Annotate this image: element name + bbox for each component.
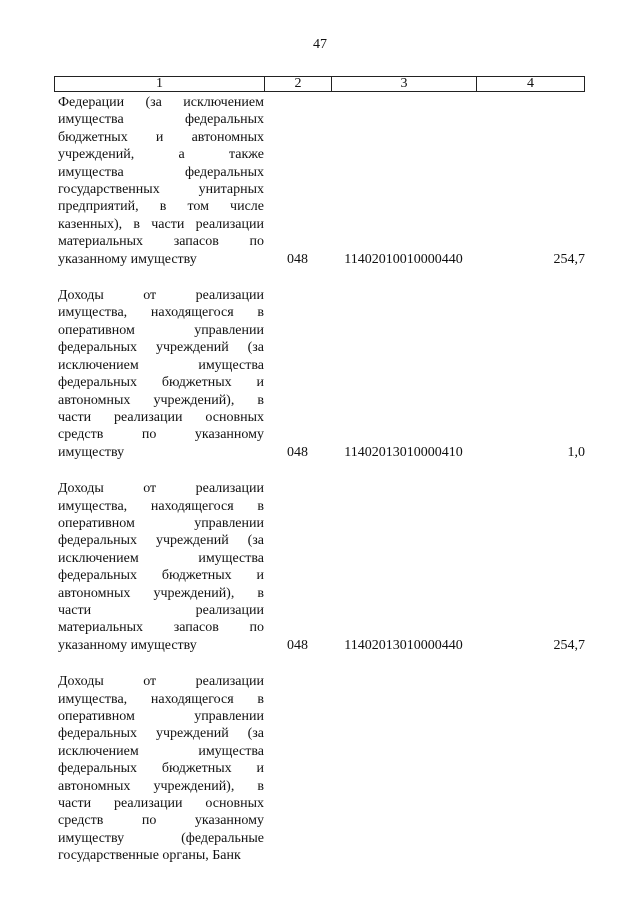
description-line: автономных учреждений), в bbox=[58, 585, 264, 601]
row-description bbox=[58, 287, 264, 461]
description-line: Федерации (за исключением bbox=[58, 95, 264, 110]
header-col-3: 3 bbox=[332, 77, 477, 91]
description-line: предприятий, в том числе bbox=[58, 199, 264, 215]
description-line: федеральных учреждений (за bbox=[58, 726, 264, 742]
row-description bbox=[58, 480, 264, 654]
description-line: оперативном управлении bbox=[58, 322, 264, 338]
header-col-2: 2 bbox=[265, 77, 332, 91]
description-line: части реализации bbox=[58, 602, 264, 618]
description-line: Доходы от реализации bbox=[58, 288, 264, 304]
description-line: имуществу bbox=[58, 444, 125, 460]
description-line: указанному имуществу bbox=[58, 251, 197, 267]
description-line: Доходы от реализации bbox=[58, 674, 264, 690]
description-line: учреждений, а также bbox=[58, 147, 264, 163]
row-classification-code: 11402010010000440 bbox=[344, 251, 463, 267]
row-amount: 254,7 bbox=[553, 637, 585, 653]
description-line: федеральных учреждений (за bbox=[58, 533, 264, 549]
table-row bbox=[54, 94, 585, 268]
description-line: материальных запасов по bbox=[58, 620, 264, 636]
row-amount: 1,0 bbox=[567, 444, 585, 460]
row-classification-code: 11402013010000410 bbox=[344, 444, 463, 460]
row-description bbox=[58, 673, 264, 864]
description-line: имуществу (федеральные bbox=[58, 830, 264, 846]
description-line: федеральных бюджетных и bbox=[58, 375, 264, 391]
description-line: исключением имущества bbox=[58, 550, 264, 566]
row-classification-code: 11402013010000440 bbox=[344, 637, 463, 653]
description-line: части реализации основных bbox=[58, 796, 264, 812]
description-line: материальных запасов по bbox=[58, 234, 264, 250]
row-admin-code: 048 bbox=[287, 251, 308, 267]
description-line: исключением имущества bbox=[58, 743, 264, 759]
description-line: имущества, находящегося в bbox=[58, 498, 264, 514]
description-line: имущества, находящегося в bbox=[58, 691, 264, 707]
description-line: государственных унитарных bbox=[58, 182, 264, 198]
description-line: имущества федеральных bbox=[58, 112, 264, 128]
description-line: исключением имущества bbox=[58, 357, 264, 373]
description-line: государственные органы, Банк bbox=[58, 848, 241, 864]
description-line: имущества, находящегося в bbox=[58, 305, 264, 321]
description-line: федеральных бюджетных и bbox=[58, 761, 264, 777]
table-header bbox=[54, 76, 585, 92]
description-line: средств по указанному bbox=[58, 813, 264, 829]
description-line: федеральных учреждений (за bbox=[58, 340, 264, 356]
table-body bbox=[54, 94, 585, 884]
table-row bbox=[54, 480, 585, 654]
description-line: автономных учреждений), в bbox=[58, 778, 264, 794]
description-line: оперативном управлении bbox=[58, 515, 264, 531]
description-line: указанному имуществу bbox=[58, 637, 197, 653]
description-line: части реализации основных bbox=[58, 409, 264, 425]
row-admin-code: 048 bbox=[287, 444, 308, 460]
row-admin-code: 048 bbox=[287, 637, 308, 653]
header-col-1: 1 bbox=[55, 77, 265, 91]
description-line: федеральных бюджетных и bbox=[58, 568, 264, 584]
description-line: оперативном управлении bbox=[58, 709, 264, 724]
description-line: казенных), в части реализации bbox=[58, 216, 264, 232]
description-line: имущества федеральных bbox=[58, 164, 264, 180]
description-line: бюджетных и автономных bbox=[58, 129, 264, 145]
table-row bbox=[54, 287, 585, 461]
row-description bbox=[58, 94, 264, 268]
description-line: Доходы от реализации bbox=[58, 481, 264, 497]
description-line: средств по указанному bbox=[58, 427, 264, 443]
description-line: автономных учреждений), в bbox=[58, 392, 264, 408]
header-col-4: 4 bbox=[527, 76, 534, 91]
table-row bbox=[54, 673, 585, 864]
page-number: 47 bbox=[313, 37, 327, 52]
row-amount: 254,7 bbox=[553, 251, 585, 267]
